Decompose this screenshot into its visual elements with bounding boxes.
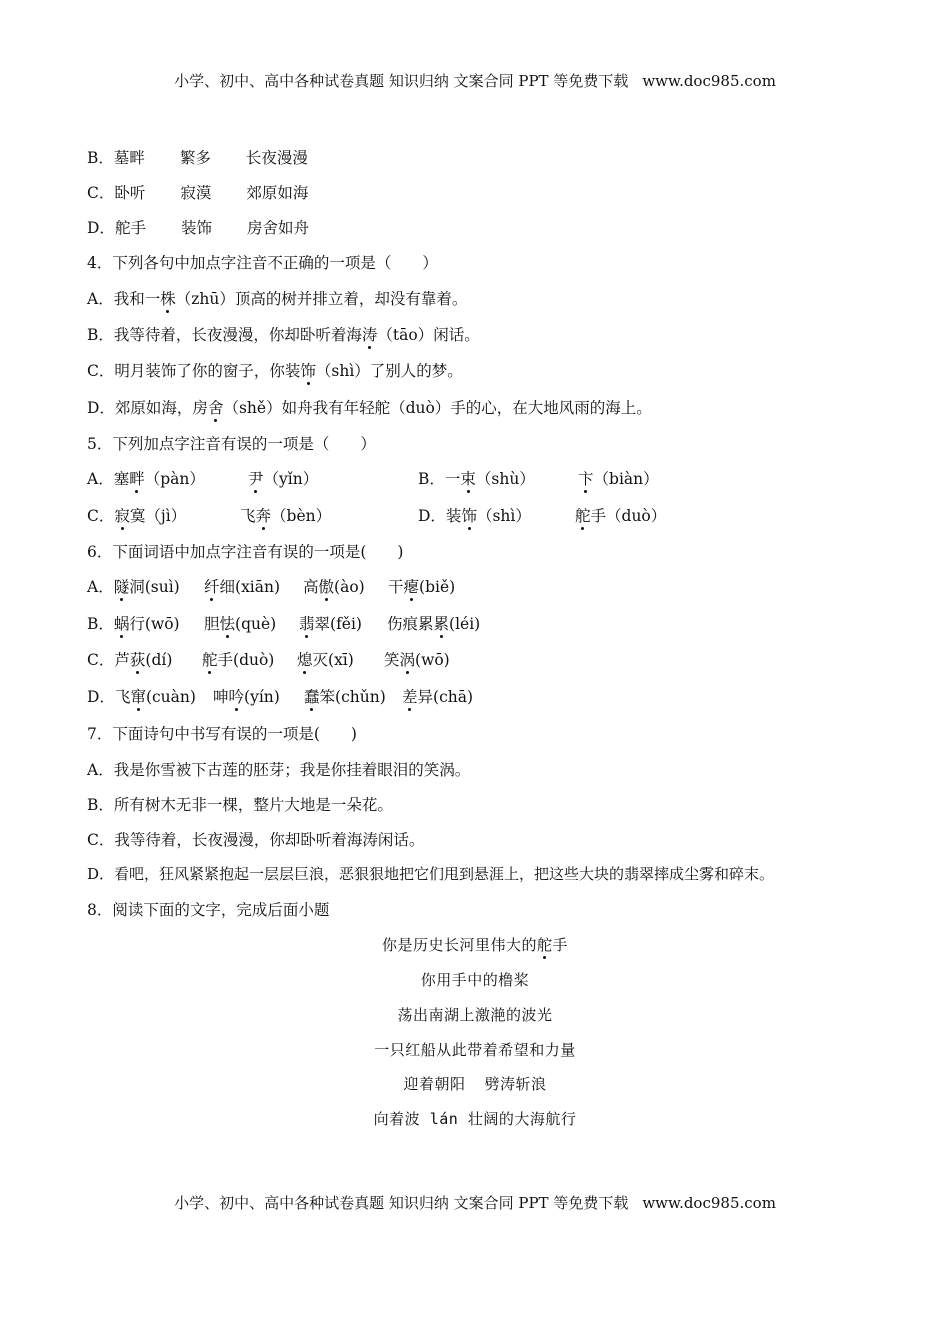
page-footer [0, 1192, 950, 1213]
q5-b1-pre: B．一 [418, 470, 461, 488]
q6-b0-pre: B． [87, 615, 114, 633]
q6-b-item [87, 612, 180, 634]
q3-c-label: C． [87, 184, 115, 202]
q4-c-text-end: （shì）了别人的梦。 [315, 362, 463, 380]
q6-d0-pre: D．飞 [87, 688, 131, 706]
q6-a-item [87, 575, 180, 597]
q4-b-dotted-char: 涛 [362, 323, 378, 345]
q6-c3-post: (wō) [415, 651, 450, 669]
poem-line-5: 迎着朝阳 劈涛斩浪 [403, 1075, 547, 1093]
q5-a2-post: （yǐn） [263, 470, 319, 488]
poem-line-1-pre: 你是历史长河里伟大的 [381, 936, 537, 954]
q5-a1-pre: A．塞 [87, 470, 130, 488]
q4-option-c [87, 359, 463, 381]
q6-b-item [387, 612, 480, 634]
q6-d1-pre: 呻 [213, 688, 229, 706]
poem-line-1-post: 手 [552, 936, 569, 954]
q5-a1-post: （pàn） [144, 470, 205, 488]
q6-b3-dotted-char: 累 [434, 612, 450, 634]
footer-text: 小学、初中、高中各种试卷真题 知识归纳 文案合同 PPT 等免费下载 [174, 1194, 629, 1212]
q6-b3-pre: 伤痕累 [387, 615, 434, 633]
q6-b-item [299, 612, 362, 634]
q6-a2-post: (ào) [334, 578, 365, 596]
q6-d3-post: 异(chā) [417, 688, 474, 706]
q6-c1-post: 手(duò) [217, 651, 275, 669]
q4-option-b [87, 323, 480, 345]
q6-d-item [304, 685, 386, 707]
q6-a2-pre: 高 [303, 578, 319, 596]
q6-d1-dotted-char: 吟 [229, 685, 245, 707]
q3-d-word1: 舵手 [114, 219, 146, 237]
q5-option-a2 [248, 467, 318, 489]
q5-d2-post: 手（duò） [590, 507, 667, 525]
q4-b-text-end: （tāo）闲话。 [377, 326, 480, 344]
q4-c-text: C．明月装饰了你的窗子，你装 [87, 362, 301, 380]
q5-b1-dotted-char: 束 [460, 467, 476, 489]
q4-option-a [87, 287, 467, 309]
q6-b0-post: 行(wō) [129, 615, 180, 633]
q6-a1-dotted-char: 纤 [204, 575, 220, 597]
footer-site: www.doc985.com [642, 1194, 776, 1212]
q6-d1-post: (yín) [244, 688, 280, 706]
q5-b2-dotted-char: 卞 [578, 467, 594, 489]
header-text: 小学、初中、高中各种试卷真题 知识归纳 文案合同 PPT 等免费下载 [174, 72, 629, 90]
q6-c3-dotted-char: 涡 [400, 648, 416, 670]
q5-stem: 5．下列加点字注音有误的一项是（ ） [87, 435, 376, 453]
q3-option-d [87, 216, 309, 238]
q5-option-b2 [578, 467, 659, 489]
q5-option-d1 [418, 504, 531, 526]
header-site: www.doc985.com [642, 72, 776, 90]
q3-b-word2: 繁多 [179, 149, 211, 167]
q6-a1-post: 细(xiān) [219, 578, 281, 596]
q6-c0-dotted-char: 荻 [130, 648, 146, 670]
q5-option-b1 [418, 467, 535, 489]
q6-c1-dotted-char: 舵 [202, 648, 218, 670]
q6-d3-dotted-char: 差 [402, 685, 418, 707]
q6-c-item [384, 648, 450, 670]
q6-d-item [402, 685, 473, 707]
q5-b1-post: （shù） [475, 470, 535, 488]
q3-option-c [87, 181, 308, 203]
q4-a-dotted-char: 株 [160, 287, 176, 309]
q6-d2-dotted-char: 蠢 [304, 685, 320, 707]
q5-c2-dotted-char: 奔 [256, 504, 272, 526]
q6-d-item [213, 685, 280, 707]
q6-b2-dotted-char: 翡 [299, 612, 315, 634]
q6-b1-dotted-char: 怯 [220, 612, 236, 634]
q4-c-dotted-char: 饰 [300, 359, 316, 381]
q3-b-word1: 墓畔 [113, 149, 145, 167]
q3-c-word1: 卧听 [114, 184, 146, 202]
q4-d-text-end: （shě）如舟我有年轻舵（duò）手的心，在大地风雨的海上。 [223, 399, 652, 417]
q3-d-word2: 装饰 [180, 219, 212, 237]
q5-d1-pre: D．装 [418, 507, 462, 525]
q3-d-word3: 房舍如舟 [246, 219, 309, 237]
poem-line-6: 向着波 lán 壮阔的大海航行 [373, 1110, 577, 1128]
q5-c1-post: 寞（jì） [129, 507, 187, 525]
q3-b-label: B． [87, 149, 114, 167]
q6-c-item [297, 648, 354, 670]
q6-a3-dotted-char: 瘪 [404, 575, 420, 597]
poem-line-2: 你用手中的橹桨 [420, 971, 530, 989]
q5-a2-dotted-char: 尹 [248, 467, 264, 489]
poem-dotted-char: 舵 [536, 936, 553, 954]
q5-c2-post: （bèn） [271, 507, 332, 525]
q6-c2-post: 灭(xī) [312, 651, 354, 669]
q6-b-item [204, 612, 276, 634]
q7-stem: 7．下面诗句中书写有误的一项是( ) [87, 725, 357, 743]
q7-option-a: A．我是你雪被下古莲的胚芽；我是你挂着眼泪的笑涡。 [87, 761, 471, 779]
q6-d-item [87, 685, 196, 707]
q5-option-c1 [87, 504, 186, 526]
q6-a-item [388, 575, 455, 597]
q6-a2-dotted-char: 傲 [319, 575, 335, 597]
q5-c2-pre: 飞 [240, 507, 256, 525]
q6-a0-post: 洞(suì) [129, 578, 180, 596]
q5-a1-dotted-char: 畔 [129, 467, 145, 489]
q6-a0-dotted-char: 隧 [114, 575, 130, 597]
q6-c0-post: (dí) [145, 651, 173, 669]
poem-line-1 [0, 934, 950, 955]
q5-d1-post: （shì） [476, 507, 531, 525]
q6-b1-pre: 胆 [204, 615, 220, 633]
q3-c-word2: 寂漠 [180, 184, 212, 202]
q5-option-d2 [575, 504, 666, 526]
q6-c3-pre: 笑 [384, 651, 400, 669]
q4-option-d [87, 396, 652, 418]
q5-d2-dotted-char: 舵 [575, 504, 591, 526]
q3-option-b [87, 146, 308, 168]
q6-d0-dotted-char: 窜 [130, 685, 146, 707]
q5-c1-pre: C． [87, 507, 115, 525]
q4-stem: 4．下列各句中加点字注音不正确的一项是（ ） [87, 254, 438, 272]
q6-a3-pre: 干 [388, 578, 404, 596]
q6-c-item [87, 648, 172, 670]
poem-line-4: 一只红船从此带着希望和力量 [374, 1041, 576, 1059]
q4-a-text-end: （zhū）顶高的树并排立着，却没有靠着。 [175, 290, 468, 308]
poem-line-3: 荡出南湖上激滟的波光 [397, 1006, 553, 1024]
q3-d-label: D． [87, 219, 115, 237]
q5-c1-dotted-char: 寂 [114, 504, 130, 526]
q7-option-d: D．看吧，狂风紧紧抱起一层层巨浪，恶狠狠地把它们甩到悬涯上，把这些大块的翡翠摔成尘雾和碎末。 [87, 865, 775, 883]
q6-a3-post: (biě) [419, 578, 456, 596]
q7-option-b: B．所有树木无非一棵，整片大地是一朵花。 [87, 796, 393, 814]
q6-d2-post: 笨(chǔn) [319, 688, 386, 706]
q8-stem: 8．阅读下面的文字，完成后面小题 [87, 901, 330, 919]
q6-c2-dotted-char: 熄 [297, 648, 313, 670]
q4-d-text: D．郊原如海，房 [87, 399, 208, 417]
q4-a-text: A．我和一 [87, 290, 161, 308]
q6-a-item [204, 575, 280, 597]
q3-b-word3: 长夜漫漫 [245, 149, 308, 167]
q4-d-dotted-char: 舍 [208, 396, 224, 418]
q6-b3-post: (léi) [449, 615, 481, 633]
q5-d1-dotted-char: 饰 [461, 504, 477, 526]
q6-b2-post: 翠(fěi) [314, 615, 362, 633]
q6-b1-post: (què) [235, 615, 277, 633]
q5-option-a1 [87, 467, 205, 489]
page-header [0, 70, 950, 91]
q4-b-text: B．我等待着，长夜漫漫，你却卧听着海 [87, 326, 362, 344]
q6-stem: 6．下面词语中加点字注音有误的一项是( ) [87, 543, 404, 561]
q5-option-c2 [240, 504, 331, 526]
q5-b2-post: （biàn） [593, 470, 659, 488]
q7-option-c: C．我等待着，长夜漫漫，你却卧听着海涛闲话。 [87, 831, 425, 849]
q6-c-item [202, 648, 274, 670]
q6-a-item [303, 575, 365, 597]
q6-d0-post: (cuàn) [145, 688, 196, 706]
q6-a0-pre: A． [87, 578, 114, 596]
q6-c0-pre: C．芦 [87, 651, 130, 669]
q3-c-word3: 郊原如海 [246, 184, 309, 202]
q6-b0-dotted-char: 蜗 [114, 612, 130, 634]
